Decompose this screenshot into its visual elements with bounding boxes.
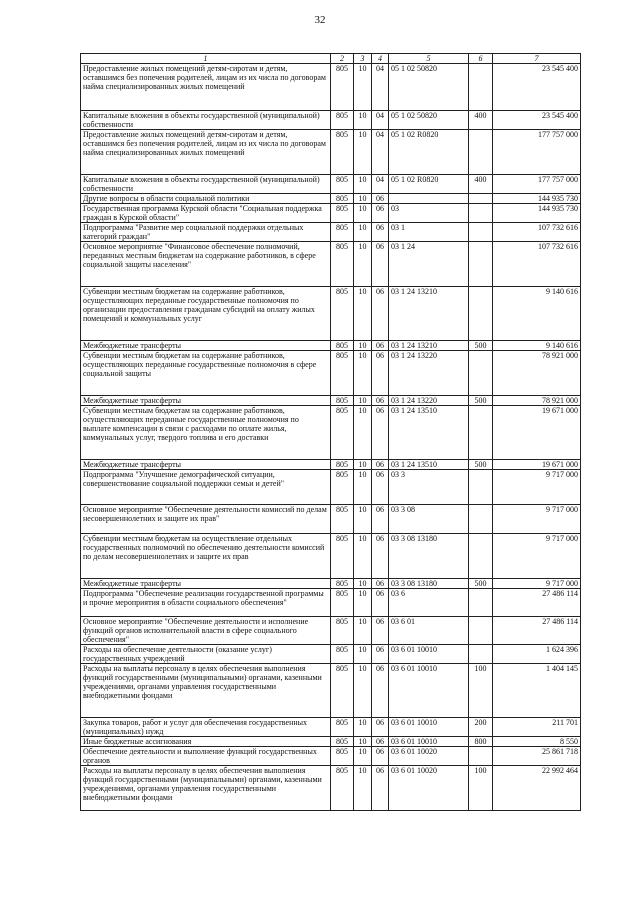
table-row bbox=[81, 396, 581, 406]
table-row bbox=[81, 64, 581, 111]
ministry-code-cell: 805 bbox=[331, 351, 354, 396]
subsection-code-cell: 06 bbox=[372, 747, 389, 766]
row-name-cell: Подпрограмма "Улучшение демографической ситуации, совершенствование социальной поддержки семьи и детей" bbox=[81, 470, 331, 505]
subsection-code-cell: 06 bbox=[372, 534, 389, 579]
target-article-cell: 03 1 24 13510 bbox=[389, 406, 469, 460]
ministry-code-cell: 805 bbox=[331, 534, 354, 579]
subsection-code-cell: 06 bbox=[372, 505, 389, 534]
subsection-code-cell: 06 bbox=[372, 242, 389, 287]
row-name-cell: Субвенции местным бюджетам на осуществление отдельных государственных полномочий по обеспечению деятельности комиссий по делам несовершеннолетних и защите их прав bbox=[81, 534, 331, 579]
ministry-code-cell: 805 bbox=[331, 766, 354, 811]
row-name-cell: Расходы на выплаты персоналу в целях обеспечения выполнения функций государственными (муниципальными) органами, казенными учреждениями, органами управления государственными внебюджетными фондами bbox=[81, 766, 331, 811]
table-row bbox=[81, 579, 581, 589]
expense-type-cell: 400 bbox=[469, 175, 493, 194]
section-code-cell: 10 bbox=[354, 645, 372, 664]
ministry-code-cell: 805 bbox=[331, 589, 354, 617]
ministry-code-cell: 805 bbox=[331, 175, 354, 194]
section-code-cell: 10 bbox=[354, 130, 372, 175]
expense-type-cell bbox=[469, 589, 493, 617]
table-row bbox=[81, 111, 581, 130]
amount-cell: 9 717 000 bbox=[493, 534, 581, 579]
row-name-cell: Расходы на обеспечение деятельности (оказание услуг) государственных учреждений bbox=[81, 645, 331, 664]
target-article-cell: 05 1 02 50820 bbox=[389, 111, 469, 130]
target-article-cell: 03 6 01 10010 bbox=[389, 645, 469, 664]
amount-cell: 107 732 616 bbox=[493, 242, 581, 287]
expense-type-cell bbox=[469, 194, 493, 204]
expense-type-cell: 400 bbox=[469, 111, 493, 130]
amount-cell: 144 935 730 bbox=[493, 194, 581, 204]
expense-type-cell bbox=[469, 747, 493, 766]
ministry-code-cell: 805 bbox=[331, 617, 354, 645]
row-name-cell: Государственная программа Курской области "Социальная поддержка граждан в Курской области" bbox=[81, 204, 331, 223]
section-code-cell: 10 bbox=[354, 617, 372, 645]
subsection-code-cell: 06 bbox=[372, 406, 389, 460]
row-name-cell: Капитальные вложения в объекты государственной (муниципальной) собственности bbox=[81, 111, 331, 130]
amount-cell: 211 701 bbox=[493, 718, 581, 737]
ministry-code-cell: 805 bbox=[331, 341, 354, 351]
header-cell: 3 bbox=[354, 54, 372, 64]
expense-type-cell bbox=[469, 534, 493, 579]
expense-type-cell bbox=[469, 130, 493, 175]
target-article-cell: 03 1 24 13510 bbox=[389, 460, 469, 470]
target-article-cell: 03 1 24 13220 bbox=[389, 351, 469, 396]
table-row bbox=[81, 194, 581, 204]
row-name-cell: Межбюджетные трансферты bbox=[81, 460, 331, 470]
expense-type-cell: 200 bbox=[469, 718, 493, 737]
expense-type-cell bbox=[469, 287, 493, 341]
section-code-cell: 10 bbox=[354, 534, 372, 579]
subsection-code-cell: 04 bbox=[372, 64, 389, 111]
section-code-cell: 10 bbox=[354, 747, 372, 766]
expense-type-cell: 500 bbox=[469, 396, 493, 406]
header-cell: 6 bbox=[469, 54, 493, 64]
table-row bbox=[81, 204, 581, 223]
ministry-code-cell: 805 bbox=[331, 287, 354, 341]
target-article-cell: 03 1 24 13210 bbox=[389, 341, 469, 351]
subsection-code-cell: 06 bbox=[372, 664, 389, 718]
subsection-code-cell: 06 bbox=[372, 718, 389, 737]
row-name-cell: Подпрограмма "Развитие мер социальной поддержки отдельных категорий граждан" bbox=[81, 223, 331, 242]
subsection-code-cell: 06 bbox=[372, 460, 389, 470]
table-row bbox=[81, 589, 581, 617]
amount-cell: 177 757 000 bbox=[493, 130, 581, 175]
table-row bbox=[81, 645, 581, 664]
amount-cell: 23 545 400 bbox=[493, 64, 581, 111]
section-code-cell: 10 bbox=[354, 406, 372, 460]
target-article-cell: 03 6 01 bbox=[389, 617, 469, 645]
ministry-code-cell: 805 bbox=[331, 579, 354, 589]
table-row bbox=[81, 470, 581, 505]
ministry-code-cell: 805 bbox=[331, 242, 354, 287]
row-name-cell: Основное мероприятие "Обеспечение деятельности комиссий по делам несовершеннолетних и защите их прав" bbox=[81, 505, 331, 534]
table-row bbox=[81, 505, 581, 534]
ministry-code-cell: 805 bbox=[331, 130, 354, 175]
amount-cell: 25 861 718 bbox=[493, 747, 581, 766]
amount-cell: 1 404 145 bbox=[493, 664, 581, 718]
section-code-cell: 10 bbox=[354, 718, 372, 737]
section-code-cell: 10 bbox=[354, 111, 372, 130]
expense-type-cell: 800 bbox=[469, 737, 493, 747]
section-code-cell: 10 bbox=[354, 470, 372, 505]
subsection-code-cell: 06 bbox=[372, 589, 389, 617]
section-code-cell: 10 bbox=[354, 204, 372, 223]
table-row bbox=[81, 534, 581, 579]
expense-type-cell bbox=[469, 242, 493, 287]
amount-cell: 22 992 464 bbox=[493, 766, 581, 811]
subsection-code-cell: 06 bbox=[372, 645, 389, 664]
section-code-cell: 10 bbox=[354, 175, 372, 194]
target-article-cell: 03 6 bbox=[389, 589, 469, 617]
target-article-cell: 03 6 01 10020 bbox=[389, 747, 469, 766]
amount-cell: 19 671 000 bbox=[493, 406, 581, 460]
expense-type-cell bbox=[469, 505, 493, 534]
page-number: 32 bbox=[314, 14, 326, 26]
subsection-code-cell: 06 bbox=[372, 737, 389, 747]
amount-cell: 23 545 400 bbox=[493, 111, 581, 130]
amount-cell: 177 757 000 bbox=[493, 175, 581, 194]
table-row bbox=[81, 664, 581, 718]
target-article-cell: 03 3 08 13180 bbox=[389, 579, 469, 589]
amount-cell: 9 717 000 bbox=[493, 579, 581, 589]
row-name-cell: Иные бюджетные ассигнования bbox=[81, 737, 331, 747]
subsection-code-cell: 06 bbox=[372, 579, 389, 589]
row-name-cell: Предоставление жилых помещений детям-сиротам и детям, оставшимся без попечения родителей, лицам из их числа по договорам найма специализированных жилых помещений bbox=[81, 64, 331, 111]
section-code-cell: 10 bbox=[354, 64, 372, 111]
section-code-cell: 10 bbox=[354, 194, 372, 204]
subsection-code-cell: 06 bbox=[372, 287, 389, 341]
row-name-cell: Субвенции местным бюджетам на содержание работников, осуществляющих переданные государственные полномочия в сфере социальной защиты bbox=[81, 351, 331, 396]
target-article-cell: 03 3 08 bbox=[389, 505, 469, 534]
subsection-code-cell: 04 bbox=[372, 130, 389, 175]
subsection-code-cell: 04 bbox=[372, 175, 389, 194]
row-name-cell: Основное мероприятие "Обеспечение деятельности и исполнение функций органов исполнительной власти в сфере социального обеспечения" bbox=[81, 617, 331, 645]
table-row bbox=[81, 766, 581, 811]
expense-type-cell: 500 bbox=[469, 341, 493, 351]
expense-type-cell bbox=[469, 64, 493, 111]
table-row bbox=[81, 351, 581, 396]
section-code-cell: 10 bbox=[354, 766, 372, 811]
expense-type-cell bbox=[469, 406, 493, 460]
table-row bbox=[81, 737, 581, 747]
row-name-cell: Субвенции местным бюджетам на содержание работников, осуществляющих переданные государственные полномочия по выплате компенсации в связи с расходами по оплате жилья, коммунальных услуг, твердого топлива и его доставки bbox=[81, 406, 331, 460]
target-article-cell: 03 3 08 13180 bbox=[389, 534, 469, 579]
header-cell: 1 bbox=[81, 54, 331, 64]
subsection-code-cell: 06 bbox=[372, 204, 389, 223]
table-row bbox=[81, 242, 581, 287]
ministry-code-cell: 805 bbox=[331, 737, 354, 747]
expense-type-cell bbox=[469, 223, 493, 242]
target-article-cell: 03 1 bbox=[389, 223, 469, 242]
amount-cell: 19 671 000 bbox=[493, 460, 581, 470]
section-code-cell: 10 bbox=[354, 223, 372, 242]
target-article-cell: 03 1 24 bbox=[389, 242, 469, 287]
section-code-cell: 10 bbox=[354, 579, 372, 589]
section-code-cell: 10 bbox=[354, 351, 372, 396]
amount-cell: 1 624 396 bbox=[493, 645, 581, 664]
amount-cell: 27 486 114 bbox=[493, 589, 581, 617]
row-name-cell: Закупка товаров, работ и услуг для обеспечения государственных (муниципальных) нужд bbox=[81, 718, 331, 737]
row-name-cell: Предоставление жилых помещений детям-сиротам и детям, оставшимся без попечения родителей, лицам из их числа по договорам найма специализированных жилых помещений bbox=[81, 130, 331, 175]
section-code-cell: 10 bbox=[354, 460, 372, 470]
target-article-cell: 03 6 01 10020 bbox=[389, 766, 469, 811]
subsection-code-cell: 06 bbox=[372, 341, 389, 351]
ministry-code-cell: 805 bbox=[331, 470, 354, 505]
table-row bbox=[81, 718, 581, 737]
expense-type-cell bbox=[469, 645, 493, 664]
section-code-cell: 10 bbox=[354, 242, 372, 287]
table-row bbox=[81, 747, 581, 766]
amount-cell: 9 717 000 bbox=[493, 470, 581, 505]
table-row bbox=[81, 406, 581, 460]
row-name-cell: Капитальные вложения в объекты государственной (муниципальной) собственности bbox=[81, 175, 331, 194]
row-name-cell: Межбюджетные трансферты bbox=[81, 579, 331, 589]
ministry-code-cell: 805 bbox=[331, 64, 354, 111]
row-name-cell: Межбюджетные трансферты bbox=[81, 341, 331, 351]
amount-cell: 9 140 616 bbox=[493, 341, 581, 351]
subsection-code-cell: 06 bbox=[372, 194, 389, 204]
table-row bbox=[81, 460, 581, 470]
target-article-cell: 03 3 bbox=[389, 470, 469, 505]
table-row bbox=[81, 617, 581, 645]
amount-cell: 8 550 bbox=[493, 737, 581, 747]
expense-type-cell bbox=[469, 470, 493, 505]
subsection-code-cell: 06 bbox=[372, 617, 389, 645]
table-row bbox=[81, 175, 581, 194]
target-article-cell: 03 6 01 10010 bbox=[389, 664, 469, 718]
table-row bbox=[81, 287, 581, 341]
target-article-cell: 05 1 02 50820 bbox=[389, 64, 469, 111]
ministry-code-cell: 805 bbox=[331, 505, 354, 534]
table-row bbox=[81, 341, 581, 351]
ministry-code-cell: 805 bbox=[331, 718, 354, 737]
row-name-cell: Подпрограмма "Обеспечение реализации государственной программы и прочие мероприятия в области социального обеспечения" bbox=[81, 589, 331, 617]
target-article-cell: 03 6 01 10010 bbox=[389, 718, 469, 737]
subsection-code-cell: 04 bbox=[372, 111, 389, 130]
ministry-code-cell: 805 bbox=[331, 747, 354, 766]
table-row bbox=[81, 130, 581, 175]
target-article-cell: 03 6 01 10010 bbox=[389, 737, 469, 747]
expense-type-cell: 100 bbox=[469, 664, 493, 718]
expense-type-cell: 500 bbox=[469, 579, 493, 589]
subsection-code-cell: 06 bbox=[372, 766, 389, 811]
subsection-code-cell: 06 bbox=[372, 351, 389, 396]
ministry-code-cell: 805 bbox=[331, 460, 354, 470]
row-name-cell: Субвенции местным бюджетам на содержание работников, осуществляющих переданные государственные полномочия по организации предоставления гражданам субсидий на оплату жилых помещений и коммунальных услуг bbox=[81, 287, 331, 341]
amount-cell: 9 140 616 bbox=[493, 287, 581, 341]
header-cell: 5 bbox=[389, 54, 469, 64]
ministry-code-cell: 805 bbox=[331, 406, 354, 460]
target-article-cell: 03 bbox=[389, 204, 469, 223]
section-code-cell: 10 bbox=[354, 505, 372, 534]
row-name-cell: Расходы на выплаты персоналу в целях обеспечения выполнения функций государственными (муниципальными) органами, казенными учреждениями, органами управления государственными внебюджетными фондами bbox=[81, 664, 331, 718]
subsection-code-cell: 06 bbox=[372, 470, 389, 505]
target-article-cell bbox=[389, 194, 469, 204]
ministry-code-cell: 805 bbox=[331, 664, 354, 718]
section-code-cell: 10 bbox=[354, 341, 372, 351]
amount-cell: 9 717 000 bbox=[493, 505, 581, 534]
expense-type-cell bbox=[469, 617, 493, 645]
target-article-cell: 03 1 24 13210 bbox=[389, 287, 469, 341]
ministry-code-cell: 805 bbox=[331, 223, 354, 242]
header-cell: 7 bbox=[493, 54, 581, 64]
expense-type-cell bbox=[469, 204, 493, 223]
target-article-cell: 05 1 02 R0820 bbox=[389, 175, 469, 194]
ministry-code-cell: 805 bbox=[331, 204, 354, 223]
table-row bbox=[81, 223, 581, 242]
ministry-code-cell: 805 bbox=[331, 396, 354, 406]
amount-cell: 144 935 730 bbox=[493, 204, 581, 223]
section-code-cell: 10 bbox=[354, 664, 372, 718]
subsection-code-cell: 06 bbox=[372, 223, 389, 242]
row-name-cell: Основное мероприятие "Финансовое обеспечение полномочий, переданных местным бюджетам на содержание работников, в сфере социальной защиты населения" bbox=[81, 242, 331, 287]
expense-type-cell bbox=[469, 351, 493, 396]
section-code-cell: 10 bbox=[354, 287, 372, 341]
section-code-cell: 10 bbox=[354, 396, 372, 406]
header-cell: 4 bbox=[372, 54, 389, 64]
amount-cell: 107 732 616 bbox=[493, 223, 581, 242]
ministry-code-cell: 805 bbox=[331, 111, 354, 130]
subsection-code-cell: 06 bbox=[372, 396, 389, 406]
section-code-cell: 10 bbox=[354, 589, 372, 617]
row-name-cell: Обеспечение деятельности и выполнение функций государственных органов bbox=[81, 747, 331, 766]
amount-cell: 78 921 000 bbox=[493, 351, 581, 396]
section-code-cell: 10 bbox=[354, 737, 372, 747]
header-cell: 2 bbox=[331, 54, 354, 64]
budget-table bbox=[80, 53, 581, 811]
target-article-cell: 03 1 24 13220 bbox=[389, 396, 469, 406]
header-row bbox=[81, 54, 581, 64]
ministry-code-cell: 805 bbox=[331, 194, 354, 204]
expense-type-cell: 100 bbox=[469, 766, 493, 811]
row-name-cell: Межбюджетные трансферты bbox=[81, 396, 331, 406]
expense-type-cell: 500 bbox=[469, 460, 493, 470]
amount-cell: 27 486 114 bbox=[493, 617, 581, 645]
row-name-cell: Другие вопросы в области социальной политики bbox=[81, 194, 331, 204]
target-article-cell: 05 1 02 R0820 bbox=[389, 130, 469, 175]
ministry-code-cell: 805 bbox=[331, 645, 354, 664]
amount-cell: 78 921 000 bbox=[493, 396, 581, 406]
